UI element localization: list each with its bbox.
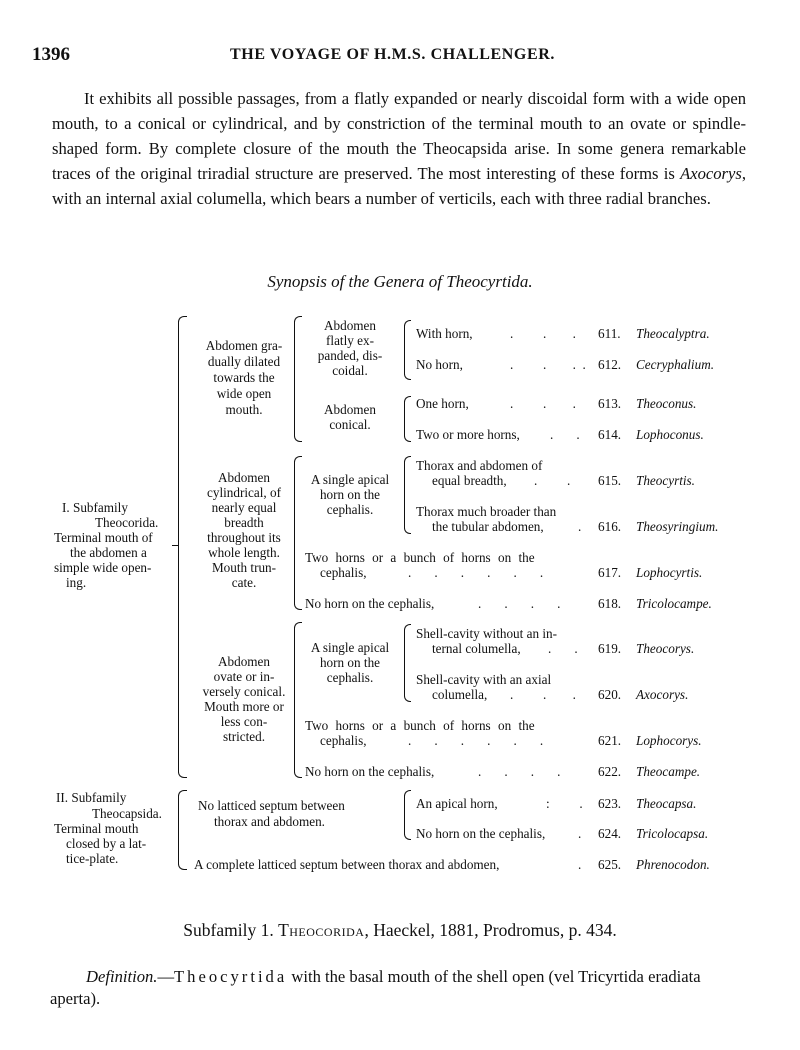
- sub-b1-line: cephalis.: [326, 502, 374, 517]
- leaf-text: columella,: [432, 687, 488, 702]
- sub-a1-line: coidal.: [332, 363, 368, 378]
- brace: [294, 622, 302, 778]
- subfamily-name: Theocorida: [278, 920, 365, 940]
- sub-c1-line: A single apical: [310, 640, 390, 655]
- group-b-line: cylindrical, of: [207, 485, 281, 500]
- intro-paragraph: [52, 86, 746, 211]
- brace: [294, 316, 302, 442]
- genus-number: 625.: [598, 857, 622, 872]
- subfamily-1-line: ing.: [66, 575, 87, 590]
- leaf-text: equal breadth,: [432, 473, 507, 488]
- no-septum-line: No latticed septum between: [198, 798, 345, 813]
- brace: [404, 790, 411, 840]
- group-a-line: Abdomen gra-: [205, 338, 283, 353]
- sub-b1-line: A single apical: [310, 472, 390, 487]
- leader-dots: . .: [550, 427, 580, 442]
- brace: [404, 320, 411, 380]
- genus-name: Theocampe.: [636, 764, 701, 779]
- group-b-line: whole length.: [208, 545, 280, 560]
- group-b-line: nearly equal: [211, 500, 277, 515]
- genus-number: 611.: [598, 326, 621, 341]
- definition-term: Theocyrtida: [174, 967, 288, 986]
- genus-number: 616.: [598, 519, 622, 534]
- group-c-line: Mouth more or: [204, 699, 284, 714]
- subfamily-citation: , Haeckel, 1881, Prodromus, p. 434.: [364, 920, 617, 940]
- group-b-line: breadth: [224, 515, 264, 530]
- leaf-text: Two or more horns,: [416, 427, 520, 442]
- subfamily-2-line: closed by a lat-: [66, 836, 147, 851]
- leader-dots: . .: [534, 473, 571, 488]
- leaf-text: One horn,: [416, 396, 469, 411]
- genus-number: 613.: [598, 396, 622, 411]
- genus-number: 624.: [598, 826, 622, 841]
- genus-number: 617.: [598, 565, 622, 580]
- genus-name: Theoconus.: [636, 396, 697, 411]
- genus-name: Lophoconus.: [636, 427, 704, 442]
- definition-paragraph: [50, 966, 750, 1010]
- genus-name: Theocorys.: [636, 641, 695, 656]
- leader-dots: . . . .: [510, 357, 586, 372]
- intro-tail: , with an internal axial columella, which bears a number of verticils, each with three radial branches.: [52, 164, 746, 208]
- leader-dots: . .: [548, 641, 578, 656]
- intro-genus: Axocorys: [680, 164, 742, 183]
- page-number: 1396: [32, 44, 70, 65]
- leader-dots: . . .: [510, 326, 576, 341]
- genus-name: Theocalyptra.: [636, 326, 710, 341]
- subfamily-1-line: Terminal mouth of: [54, 530, 153, 545]
- sub-c1-line: horn on the: [319, 655, 381, 670]
- genus-number: 621.: [598, 733, 622, 748]
- running-title: THE VOYAGE OF H.M.S. CHALLENGER.: [230, 46, 556, 63]
- brace-tip: [172, 545, 179, 546]
- brace: [404, 396, 411, 442]
- subfamily-1-line: the abdomen a: [70, 545, 147, 560]
- subfamily-1-line: Theocorida.: [95, 515, 159, 530]
- leaf-text: Shell-cavity without an in-: [416, 626, 558, 641]
- group-b-line: Abdomen: [217, 470, 270, 485]
- subfamily-2-line: Terminal mouth: [54, 821, 139, 836]
- leaf-text: the tubular abdomen,: [432, 519, 544, 534]
- leader-dots: . . .: [510, 687, 576, 702]
- genus-number: 619.: [598, 641, 622, 656]
- brace: [404, 624, 411, 702]
- leaf-text: cephalis,: [320, 733, 367, 748]
- sub-a1-line: Abdomen: [323, 318, 376, 333]
- group-a-line: dually dilated: [207, 354, 281, 369]
- leader-dots: .: [578, 826, 582, 841]
- definition-text: with the basal mouth of the shell open (vel Tricyrtida eradiata aperta).: [50, 967, 701, 1008]
- brace: [294, 456, 302, 610]
- subfamily-1-line: I. Subfamily: [62, 500, 128, 515]
- leader-dots: . . .: [510, 396, 576, 411]
- subfamily-2-line: II. Subfamily: [56, 790, 127, 805]
- sub-a2-line: Abdomen: [323, 402, 376, 417]
- leaf-text: cephalis,: [320, 565, 367, 580]
- brace: [178, 316, 187, 778]
- leaf-text: No horn on the cephalis,: [305, 596, 435, 611]
- sub-c1-line: cephalis.: [326, 670, 374, 685]
- group-a-line: towards the: [213, 370, 275, 385]
- genus-number: 614.: [598, 427, 622, 442]
- intro-text: It exhibits all possible passages, from a flatly expanded or nearly discoidal form with a wide open mouth, to a conical or cylindrical, and by constriction of the terminal mouth to an ovate or spindle-shaped form. By complete closure of the mouth the Theocapsida arise. In some genera remarkable traces of the original triradial structure are preserved. The most interesting of these forms is: [52, 89, 746, 183]
- leader-dots: .: [578, 519, 582, 534]
- genus-name: Theocyrtis.: [636, 473, 695, 488]
- leader-dots: . . . .: [478, 764, 561, 779]
- genus-name: Theocapsa.: [636, 796, 697, 811]
- genus-name: Tricolocampe.: [636, 596, 712, 611]
- sub-a1-line: panded, dis-: [317, 348, 383, 363]
- group-a-line: mouth.: [225, 402, 263, 417]
- leaf-text: No horn on the cephalis,: [416, 826, 546, 841]
- genus-number: 622.: [598, 764, 622, 779]
- leaf-text: No horn on the cephalis,: [305, 764, 435, 779]
- leaf-text: ternal columella,: [432, 641, 521, 656]
- sub-a2-line: conical.: [329, 417, 371, 432]
- group-a-line: wide open: [216, 386, 272, 401]
- leaf-text: Thorax and abdomen of: [416, 458, 543, 473]
- group-c-line: Abdomen: [217, 654, 270, 669]
- genus-name: Tricolocapsa.: [636, 826, 709, 841]
- brace: [404, 456, 411, 534]
- subfamily-heading: [0, 920, 800, 941]
- group-b-line: cate.: [231, 575, 257, 590]
- definition-label: Definition.: [86, 967, 158, 986]
- leaf-text: Thorax much broader than: [416, 504, 557, 519]
- group-b-line: Mouth trun-: [211, 560, 277, 575]
- genus-name: Lophocorys.: [636, 733, 702, 748]
- group-b-line: throughout its: [207, 530, 281, 545]
- leader-dots: . . . .: [478, 596, 561, 611]
- group-c-line: ovate or in-: [213, 669, 275, 684]
- leaf-text: A complete latticed septum between thorax and abdomen,: [194, 857, 500, 872]
- genus-number: 615.: [598, 473, 622, 488]
- group-c-line: stricted.: [222, 729, 266, 744]
- genus-name: Phrenocodon.: [636, 857, 710, 872]
- genus-number: 620.: [598, 687, 622, 702]
- genus-number: 612.: [598, 357, 622, 372]
- group-c-line: less con-: [220, 714, 268, 729]
- subfamily-prefix: Subfamily 1.: [183, 920, 274, 940]
- subfamily-2-line: tice-plate.: [66, 851, 119, 866]
- leader-dots: : .: [546, 796, 583, 811]
- subfamily-1-line: simple wide open-: [54, 560, 152, 575]
- leaf-text: No horn,: [416, 357, 463, 372]
- leaf-text: An apical horn,: [416, 796, 498, 811]
- genus-number: 618.: [598, 596, 622, 611]
- leaf-text: Two horns or a bunch of horns on the: [305, 718, 535, 733]
- genus-name: Lophocyrtis.: [636, 565, 703, 580]
- genus-name: Theosyringium.: [636, 519, 719, 534]
- sub-b1-line: horn on the: [319, 487, 381, 502]
- brace: [178, 790, 187, 870]
- no-septum-line: thorax and abdomen.: [214, 814, 325, 829]
- leaf-text: Shell-cavity with an axial: [416, 672, 552, 687]
- genus-name: Cecryphalium.: [636, 357, 715, 372]
- subfamily-2-line: Theocapsida.: [92, 806, 162, 821]
- synopsis-title: Synopsis of the Genera of Theocyrtida.: [267, 272, 533, 291]
- leaf-text: With horn,: [416, 326, 473, 341]
- genus-name: Axocorys.: [636, 687, 689, 702]
- leaf-text: Two horns or a bunch of horns on the: [305, 550, 535, 565]
- leader-dots: . . . . . .: [408, 733, 544, 748]
- definition-dash: —: [157, 967, 175, 986]
- leader-dots: .: [578, 857, 582, 872]
- leader-dots: . . . . . .: [408, 565, 544, 580]
- group-c-line: versely conical.: [202, 684, 286, 699]
- genus-number: 623.: [598, 796, 622, 811]
- sub-a1-line: flatly ex-: [326, 333, 374, 348]
